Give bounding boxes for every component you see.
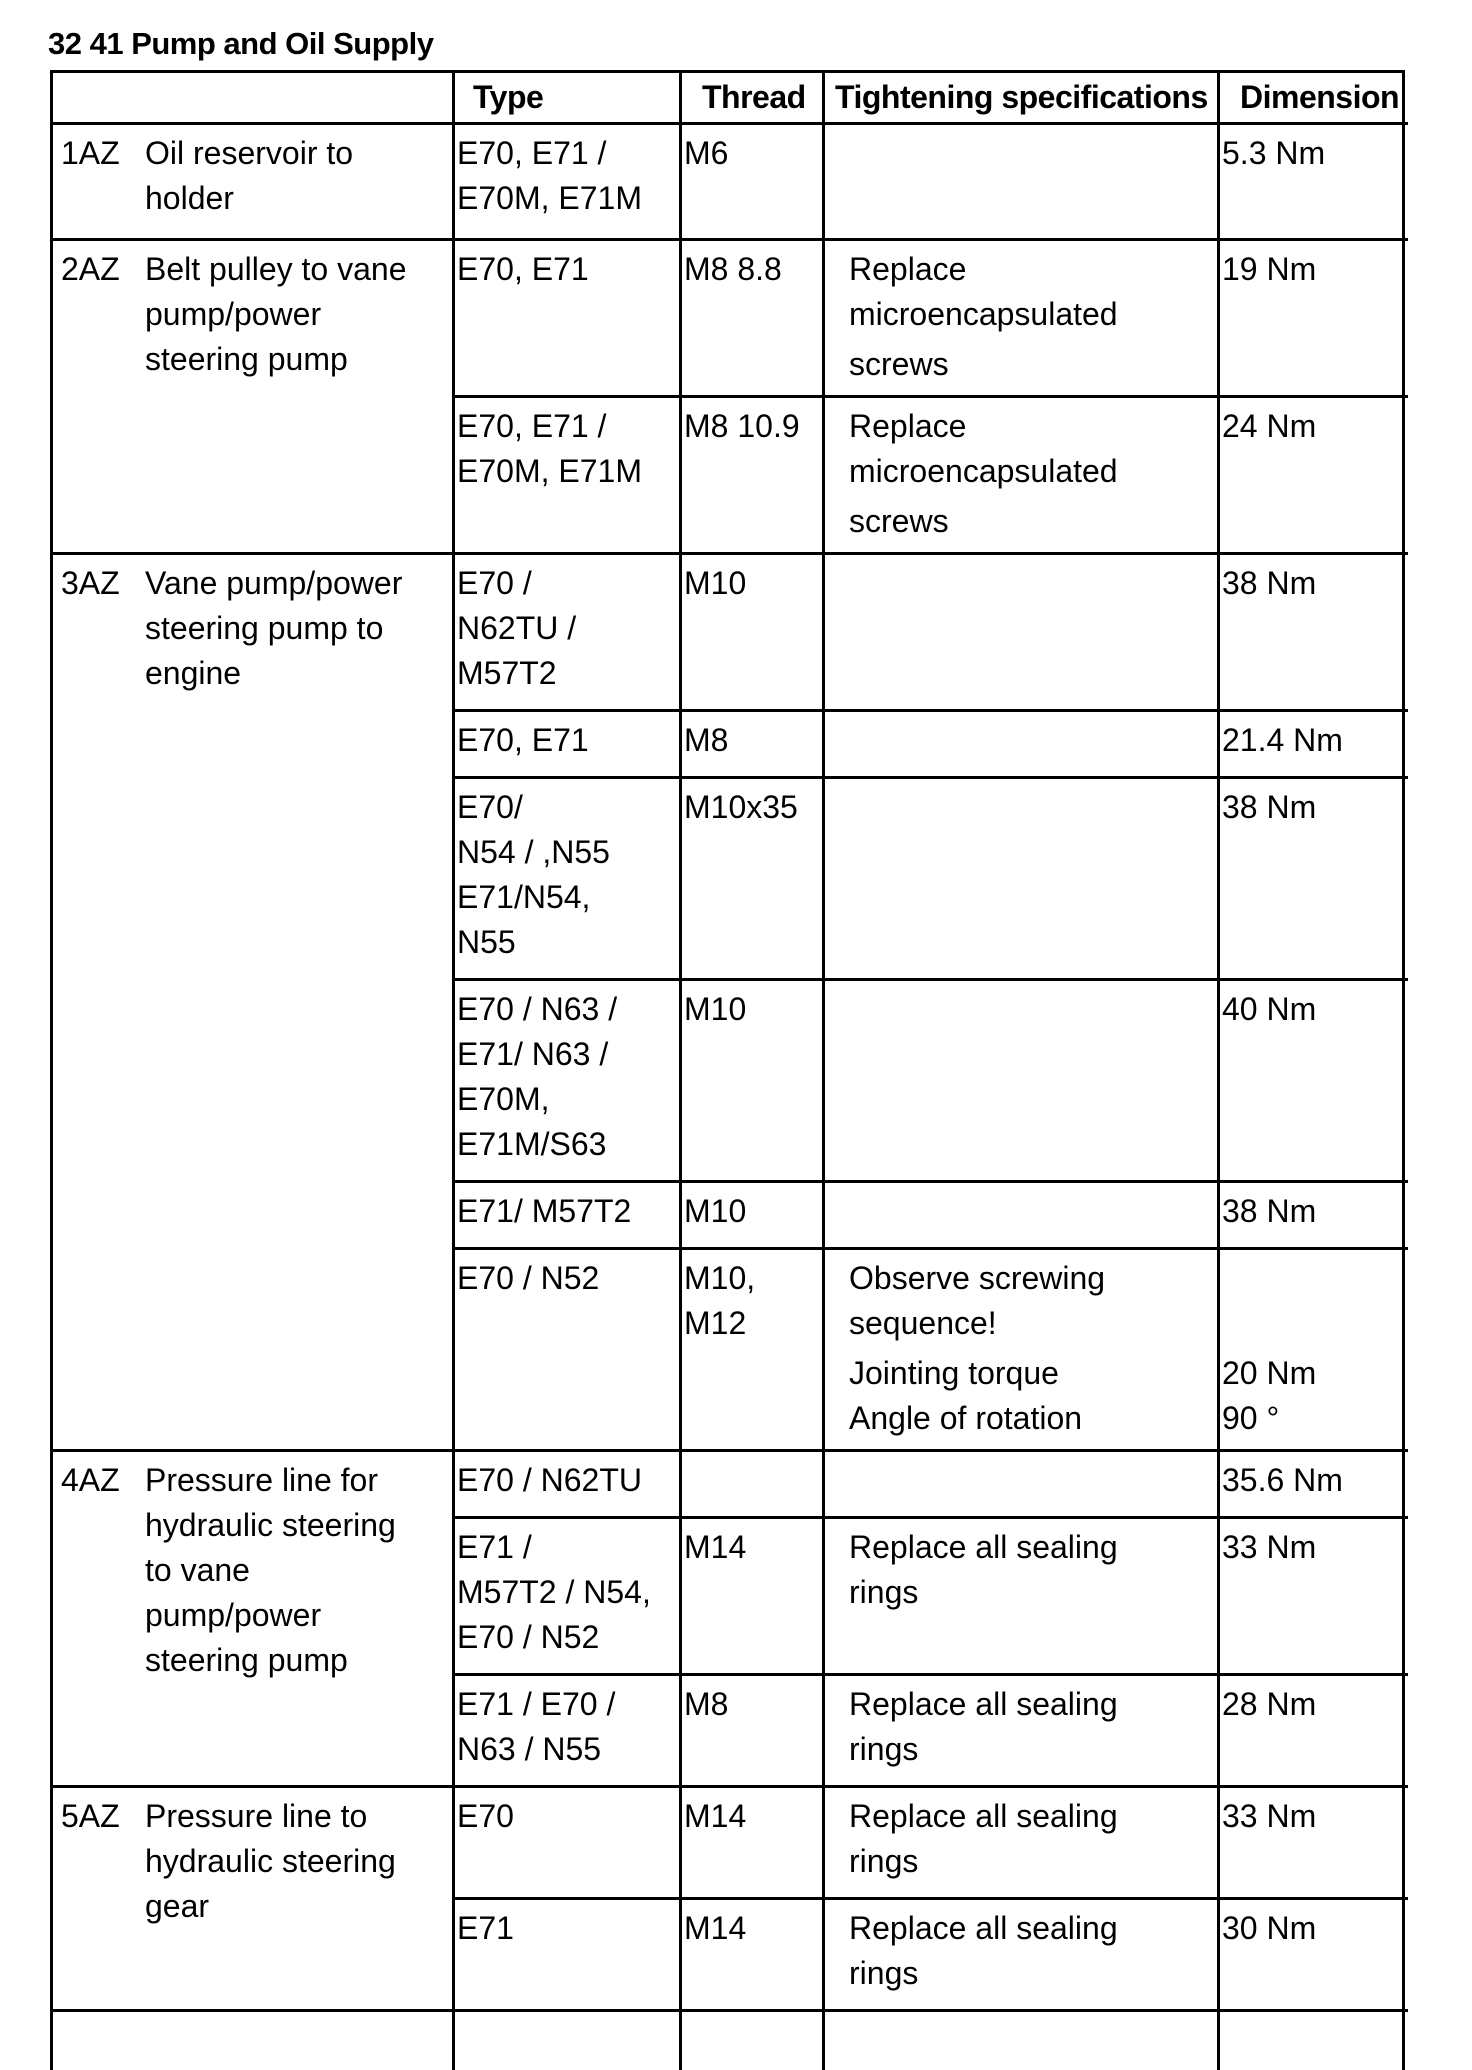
cell-type: E70 / N63 / [457, 991, 618, 1027]
column-divider [452, 73, 455, 2070]
cell-type: E70 / [457, 565, 532, 601]
cell-type: E71 / [457, 1529, 532, 1565]
cell-type: E70, E71 [457, 722, 589, 758]
row-divider [453, 709, 1408, 712]
column-divider [822, 73, 825, 2070]
cell-dimension: 90 ° [1222, 1400, 1280, 1436]
cell-thread: M8 10.9 [684, 408, 800, 444]
column-divider [1217, 73, 1220, 2070]
component-description: steering pump [145, 341, 348, 377]
cell-thread: M14 [684, 1798, 747, 1834]
cell-dimension: 21.4 Nm [1222, 722, 1343, 758]
cell-thread: M12 [684, 1305, 747, 1341]
cell-type: E70, E71 / [457, 408, 607, 444]
row-divider [453, 395, 1408, 398]
cell-dimension: 35.6 Nm [1222, 1462, 1343, 1498]
row-divider [453, 1673, 1408, 1676]
component-description: gear [145, 1888, 210, 1924]
cell-type: E70M, E71M [457, 180, 642, 216]
cell-tightening-spec: Angle of rotation [849, 1400, 1083, 1436]
component-code: 3AZ [61, 565, 120, 601]
cell-thread: M10x35 [684, 789, 798, 825]
cell-dimension: 33 Nm [1222, 1798, 1317, 1834]
row-divider [53, 1449, 1408, 1452]
cell-type: E70 / N52 [457, 1619, 600, 1655]
cell-type: E71/ N63 / [457, 1036, 609, 1072]
cell-dimension: 24 Nm [1222, 408, 1317, 444]
cell-type: E70 / N52 [457, 1260, 600, 1296]
cell-type: N54 / ,N55 [457, 834, 610, 870]
cell-dimension: 40 Nm [1222, 991, 1317, 1027]
component-description: hydraulic steering [145, 1507, 396, 1543]
cell-thread: M8 [684, 1686, 729, 1722]
row-divider [53, 1785, 1408, 1788]
component-description: holder [145, 180, 234, 216]
component-description: pump/power [145, 1597, 322, 1633]
component-description: pump/power [145, 296, 322, 332]
row-divider [53, 2009, 1408, 2012]
component-description: Vane pump/power [145, 565, 403, 601]
row-divider [53, 552, 1408, 555]
cell-tightening-spec: rings [849, 1731, 919, 1767]
cell-dimension: 38 Nm [1222, 565, 1317, 601]
cell-tightening-spec: rings [849, 1843, 919, 1879]
row-divider [53, 238, 1408, 241]
cell-tightening-spec: screws [849, 346, 949, 382]
cell-thread: M8 8.8 [684, 251, 782, 287]
component-description: Pressure line for [145, 1462, 378, 1498]
cell-tightening-spec: microencapsulated [849, 296, 1118, 332]
row-divider [453, 1247, 1408, 1250]
row-divider [453, 776, 1408, 779]
cell-dimension: 33 Nm [1222, 1529, 1317, 1565]
cell-type: E70 [457, 1798, 514, 1834]
cell-thread: M8 [684, 722, 729, 758]
row-divider [453, 1897, 1408, 1900]
cell-tightening-spec: Replace all sealing [849, 1910, 1118, 1946]
cell-thread: M14 [684, 1910, 747, 1946]
header-tightening-spec: Tightening specifications [835, 79, 1208, 115]
cell-type: E71/N54, [457, 879, 591, 915]
cell-thread: M6 [684, 135, 729, 171]
component-description: Belt pulley to vane [145, 251, 407, 287]
component-description: Pressure line to [145, 1798, 368, 1834]
component-code: 5AZ [61, 1798, 120, 1834]
cell-dimension: 28 Nm [1222, 1686, 1317, 1722]
cell-tightening-spec: rings [849, 1574, 919, 1610]
cell-thread: M10 [684, 565, 747, 601]
torque-spec-table [50, 70, 1405, 2070]
cell-type: E70, E71 [457, 251, 589, 287]
cell-type: E71M/S63 [457, 1126, 607, 1162]
component-description: steering pump [145, 1642, 348, 1678]
component-description: hydraulic steering [145, 1843, 396, 1879]
component-code: 2AZ [61, 251, 120, 287]
cell-thread: M10, [684, 1260, 756, 1296]
header-type: Type [473, 79, 544, 115]
cell-tightening-spec: Replace [849, 408, 967, 444]
component-description: to vane [145, 1552, 250, 1588]
cell-type: N63 / N55 [457, 1731, 602, 1767]
cell-thread: M10 [684, 1193, 747, 1229]
cell-type: E71/ M57T2 [457, 1193, 632, 1229]
cell-tightening-spec: Replace all sealing [849, 1798, 1118, 1834]
cell-tightening-spec: Observe screwing [849, 1260, 1106, 1296]
header-thread: Thread [702, 79, 806, 115]
cell-tightening-spec: sequence! [849, 1305, 997, 1341]
cell-dimension: 38 Nm [1222, 1193, 1317, 1229]
cell-tightening-spec: Jointing torque [849, 1355, 1059, 1391]
row-divider [53, 122, 1408, 125]
component-code: 4AZ [61, 1462, 120, 1498]
component-description: Oil reservoir to [145, 135, 354, 171]
cell-type: M57T2 [457, 655, 557, 691]
cell-thread: M10 [684, 991, 747, 1027]
cell-type: E70/ [457, 789, 523, 825]
cell-dimension: 20 Nm [1222, 1355, 1317, 1391]
cell-type: N62TU / [457, 610, 577, 646]
cell-tightening-spec: rings [849, 1955, 919, 1991]
cell-type: E70 / N62TU [457, 1462, 642, 1498]
cell-dimension: 30 Nm [1222, 1910, 1317, 1946]
row-divider [453, 1180, 1408, 1183]
row-divider [453, 978, 1408, 981]
cell-type: E70M, [457, 1081, 550, 1117]
page-title: 32 41 Pump and Oil Supply [48, 26, 434, 61]
component-description: engine [145, 655, 242, 691]
cell-type: M57T2 / N54, [457, 1574, 651, 1610]
component-description: steering pump to [145, 610, 384, 646]
cell-type: E71 [457, 1910, 514, 1946]
cell-tightening-spec: microencapsulated [849, 453, 1118, 489]
cell-type: E71 / E70 / [457, 1686, 616, 1722]
cell-type: E70M, E71M [457, 453, 642, 489]
row-divider [453, 1516, 1408, 1519]
component-code: 1AZ [61, 135, 120, 171]
cell-dimension: 19 Nm [1222, 251, 1317, 287]
cell-tightening-spec: screws [849, 503, 949, 539]
header-dimension: Dimension [1240, 79, 1400, 115]
cell-tightening-spec: Replace all sealing [849, 1686, 1118, 1722]
cell-dimension: 5.3 Nm [1222, 135, 1326, 171]
cell-tightening-spec: Replace [849, 251, 967, 287]
cell-type: E70, E71 / [457, 135, 607, 171]
cell-dimension: 38 Nm [1222, 789, 1317, 825]
cell-type: N55 [457, 924, 516, 960]
column-divider [679, 73, 682, 2070]
cell-thread: M14 [684, 1529, 747, 1565]
cell-tightening-spec: Replace all sealing [849, 1529, 1118, 1565]
